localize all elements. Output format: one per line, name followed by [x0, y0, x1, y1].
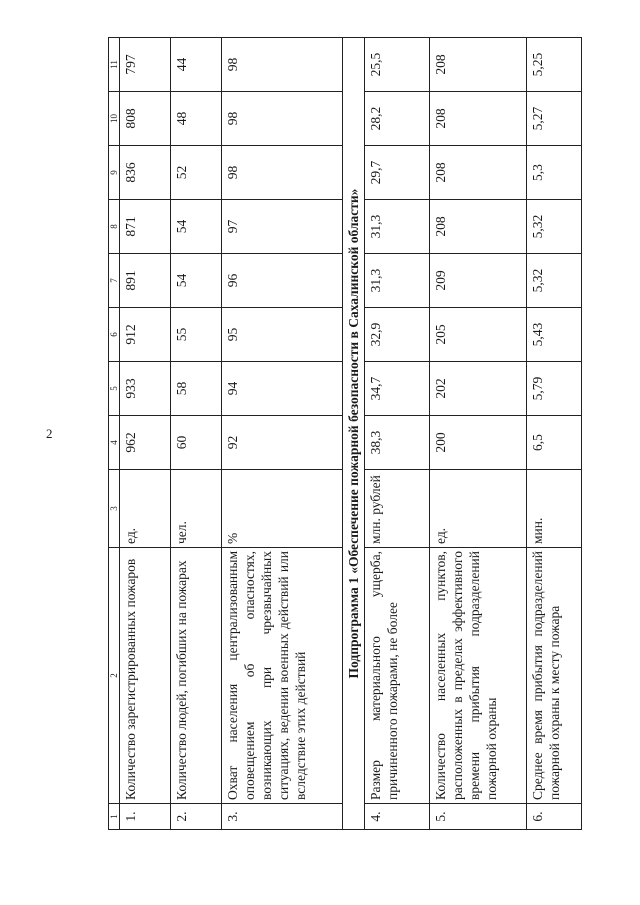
value-cell: 54 [171, 200, 222, 254]
indicator-name: Среднее время прибытия подразделений пожарной охраны к месту пожара [527, 548, 582, 804]
unit: ед. [430, 470, 527, 548]
table-row [527, 38, 582, 830]
table-row [430, 38, 527, 830]
value-cell: 5,32 [527, 200, 582, 254]
value-cell: 208 [430, 92, 527, 146]
value-cell: 912 [120, 308, 171, 362]
unit: млн. рублей [365, 470, 430, 548]
value-cell: 31,3 [365, 200, 430, 254]
value-cell: 54 [171, 254, 222, 308]
value-cell: 34,7 [365, 362, 430, 416]
value-cell: 92 [222, 416, 343, 470]
value-cell: 32,9 [365, 308, 430, 362]
header-cell: 11 [109, 38, 120, 92]
value-cell: 55 [171, 308, 222, 362]
unit: % [222, 470, 343, 548]
value-cell: 808 [120, 92, 171, 146]
indicator-name: Количество зарегистрированных пожаров [120, 548, 171, 804]
header-cell: 5 [109, 362, 120, 416]
value-cell: 58 [171, 362, 222, 416]
value-cell: 891 [120, 254, 171, 308]
header-cell: 2 [109, 548, 120, 804]
value-cell: 836 [120, 146, 171, 200]
unit: ед. [120, 470, 171, 548]
value-cell: 200 [430, 416, 527, 470]
unit: мин. [527, 470, 582, 548]
header-cell: 10 [109, 92, 120, 146]
value-cell: 5,79 [527, 362, 582, 416]
indicator-name: Охват населения централизованным оповещением об опасностях, возникающих при чрезвычайных ситуациях, ведении военных действий или вследствие этих действий [222, 548, 343, 804]
value-cell: 98 [222, 146, 343, 200]
value-cell: 96 [222, 254, 343, 308]
indicator-name: Размер материального ущерба, причиненного пожарами, не более [365, 548, 430, 804]
value-cell: 97 [222, 200, 343, 254]
value-cell: 933 [120, 362, 171, 416]
value-cell: 98 [222, 38, 343, 92]
value-cell: 797 [120, 38, 171, 92]
section-title: Подпрограмма 1 «Обеспечение пожарной безопасности в Сахалинской области» [343, 38, 365, 830]
table-row [171, 38, 222, 830]
indicator-name: Количество населенных пунктов, расположенных в пределах эффективного времени прибытия подразделений пожарной охраны [430, 548, 527, 804]
row-number: 6. [527, 804, 582, 830]
value-cell: 5,27 [527, 92, 582, 146]
header-cell: 9 [109, 146, 120, 200]
table-row [365, 38, 430, 830]
value-cell: 38,3 [365, 416, 430, 470]
value-cell: 28,2 [365, 92, 430, 146]
rotated-table-container [108, 38, 636, 830]
value-cell: 209 [430, 254, 527, 308]
value-cell: 98 [222, 92, 343, 146]
value-cell: 44 [171, 38, 222, 92]
section-row [343, 38, 365, 830]
value-cell: 208 [430, 146, 527, 200]
unit: чел. [171, 470, 222, 548]
value-cell: 962 [120, 416, 171, 470]
row-number: 5. [430, 804, 527, 830]
header-row [109, 38, 120, 830]
header-cell: 8 [109, 200, 120, 254]
value-cell: 95 [222, 308, 343, 362]
value-cell: 6,5 [527, 416, 582, 470]
value-cell: 31,3 [365, 254, 430, 308]
row-number: 4. [365, 804, 430, 830]
value-cell: 25,5 [365, 38, 430, 92]
value-cell: 29,7 [365, 146, 430, 200]
value-cell: 52 [171, 146, 222, 200]
indicators-table [108, 37, 582, 830]
row-number: 2. [171, 804, 222, 830]
value-cell: 60 [171, 416, 222, 470]
value-cell: 202 [430, 362, 527, 416]
header-cell: 1 [109, 804, 120, 830]
header-cell: 4 [109, 416, 120, 470]
row-number: 3. [222, 804, 343, 830]
table-row [222, 38, 343, 830]
value-cell: 208 [430, 38, 527, 92]
value-cell: 871 [120, 200, 171, 254]
indicator-name: Количество людей, погибших на пожарах [171, 548, 222, 804]
header-cell: 6 [109, 308, 120, 362]
value-cell: 94 [222, 362, 343, 416]
header-cell: 3 [109, 470, 120, 548]
row-number: 1. [120, 804, 171, 830]
header-cell: 7 [109, 254, 120, 308]
table-row [120, 38, 171, 830]
value-cell: 205 [430, 308, 527, 362]
page-number: 2 [46, 426, 53, 441]
value-cell: 5,3 [527, 146, 582, 200]
value-cell: 208 [430, 200, 527, 254]
value-cell: 5,25 [527, 38, 582, 92]
value-cell: 48 [171, 92, 222, 146]
value-cell: 5,43 [527, 308, 582, 362]
value-cell: 5,32 [527, 254, 582, 308]
